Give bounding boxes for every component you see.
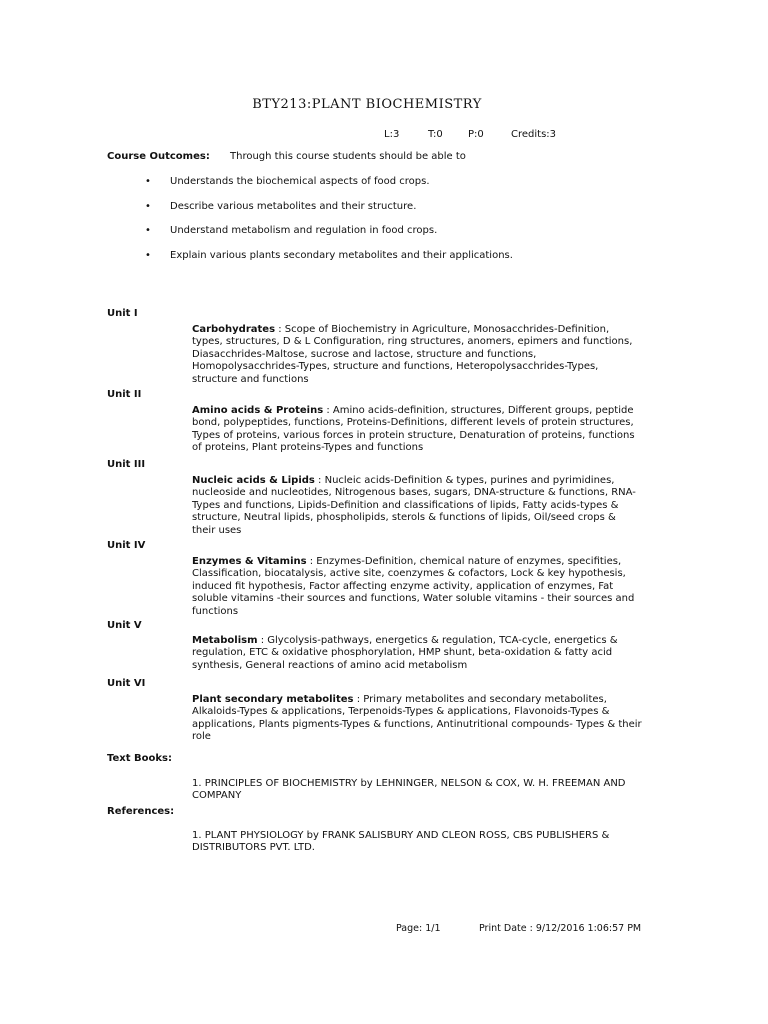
list-item: 1. PLANT PHYSIOLOGY by FRANK SALISBURY AND CLEON ROSS, CBS PUBLISHERS & DISTRIBUTORS PVT. LTD. <box>192 830 610 854</box>
unit-label: Unit I <box>107 308 138 319</box>
course-outcomes-intro: Through this course students should be able to <box>230 151 466 162</box>
list-item: • Describe various metabolites and their structure. <box>145 201 513 226</box>
list-item: • Understands the biochemical aspects of food crops. <box>145 176 513 201</box>
list-item: • Explain various plants secondary metabolites and their applications. <box>145 250 513 275</box>
unit-label: Unit III <box>107 459 146 470</box>
page-number: Page: 1/1 <box>396 923 441 934</box>
unit-label: Unit V <box>107 620 142 631</box>
unit-label: Unit IV <box>107 540 146 551</box>
unit-heading: Carbohydrates <box>192 324 276 335</box>
unit-text: : Glycolysis-pathways, energetics & regulation, TCA-cycle, energetics & regulation, ETC & oxidative phosphorylation, HMP shunt, beta-oxidation & fatty acid synthesis, General reactions of amino acid metabolism <box>192 635 618 671</box>
unit-heading: Enzymes & Vitamins <box>192 556 307 567</box>
unit-body <box>192 324 642 386</box>
practical-hours: P:0 <box>468 129 484 140</box>
outcomes-list <box>145 176 513 274</box>
tutorial-hours: T:0 <box>428 129 443 140</box>
unit-heading: Nucleic acids & Lipids <box>192 475 315 486</box>
list-item: 1. PRINCIPLES OF BIOCHEMISTRY by LEHNINGER, NELSON & COX, W. H. FREEMAN AND COMPANY <box>192 778 626 802</box>
print-date: Print Date : 9/12/2016 1:06:57 PM <box>479 923 642 934</box>
unit-heading: Plant secondary metabolites <box>192 694 354 705</box>
unit-heading: Amino acids & Proteins <box>192 405 324 416</box>
unit-heading: Metabolism <box>192 635 258 646</box>
list-item: • Understand metabolism and regulation in food crops. <box>145 225 513 250</box>
unit-text: : Scope of Biochemistry in Agriculture, Monosacchrides-Definition, types, structures, D & L Configuration, ring structures, anomers, epimers and functions, Diasacchrides-Maltose, sucrose and lactose, structure and functions, Homopolysacchrides-Types, structure and functions, Heteropolysacchrides-Types, structure and functions <box>192 324 633 385</box>
credits: Credits:3 <box>511 129 557 140</box>
unit-text: : Enzymes-Definition, chemical nature of enzymes, specifities, Classification, biocatalysis, active site, coenzymes & cofactors, Lock & key hypothesis, induced fit hypothesis, Factor affecting enzyme activity, application of enzymes, Fat soluble vitamins -their sources and functions, Water soluble vitamins - their sources and functions <box>192 556 635 617</box>
unit-body <box>192 475 642 537</box>
unit-text: : Primary metabolites and secondary metabolites, Alkaloids-Types & applications, Terpenoids-Types & applications, Flavonoids-Types & applications, Plants pigments-Types & functions, Antinutritional compounds- Types & their role <box>192 694 642 743</box>
unit-body <box>192 556 642 618</box>
course-outcomes-label: Course Outcomes: <box>107 151 210 162</box>
unit-label: Unit II <box>107 389 142 400</box>
unit-text: : Nucleic acids-Definition & types, purines and pyrimidines, nucleoside and nucleotides, Nitrogenous bases, sugars, DNA-structure & functions, RNA-Types and functions, Lipids-Definition and classifications of lipids, Fatty acids-types & structure, Neutral lipids, phospholipids, sterols & functions of lipids, Oil/seed crops & their uses <box>192 475 636 536</box>
page-title: BTY213:PLANT BIOCHEMISTRY <box>252 97 482 112</box>
unit-label: Unit VI <box>107 678 146 689</box>
text-books-label: Text Books: <box>107 753 172 764</box>
unit-body <box>192 694 642 744</box>
unit-body <box>192 405 642 455</box>
references-label: References: <box>107 806 175 817</box>
unit-text: : Amino acids-definition, structures, Different groups, peptide bond, polypeptides, functions, Proteins-Definitions, different levels of protein structures, Types of proteins, various forces in protein structure, Denaturation of proteins, functions of proteins, Plant proteins-Types and functions <box>192 405 635 454</box>
lecture-hours: L:3 <box>384 129 400 140</box>
unit-body <box>192 635 642 672</box>
